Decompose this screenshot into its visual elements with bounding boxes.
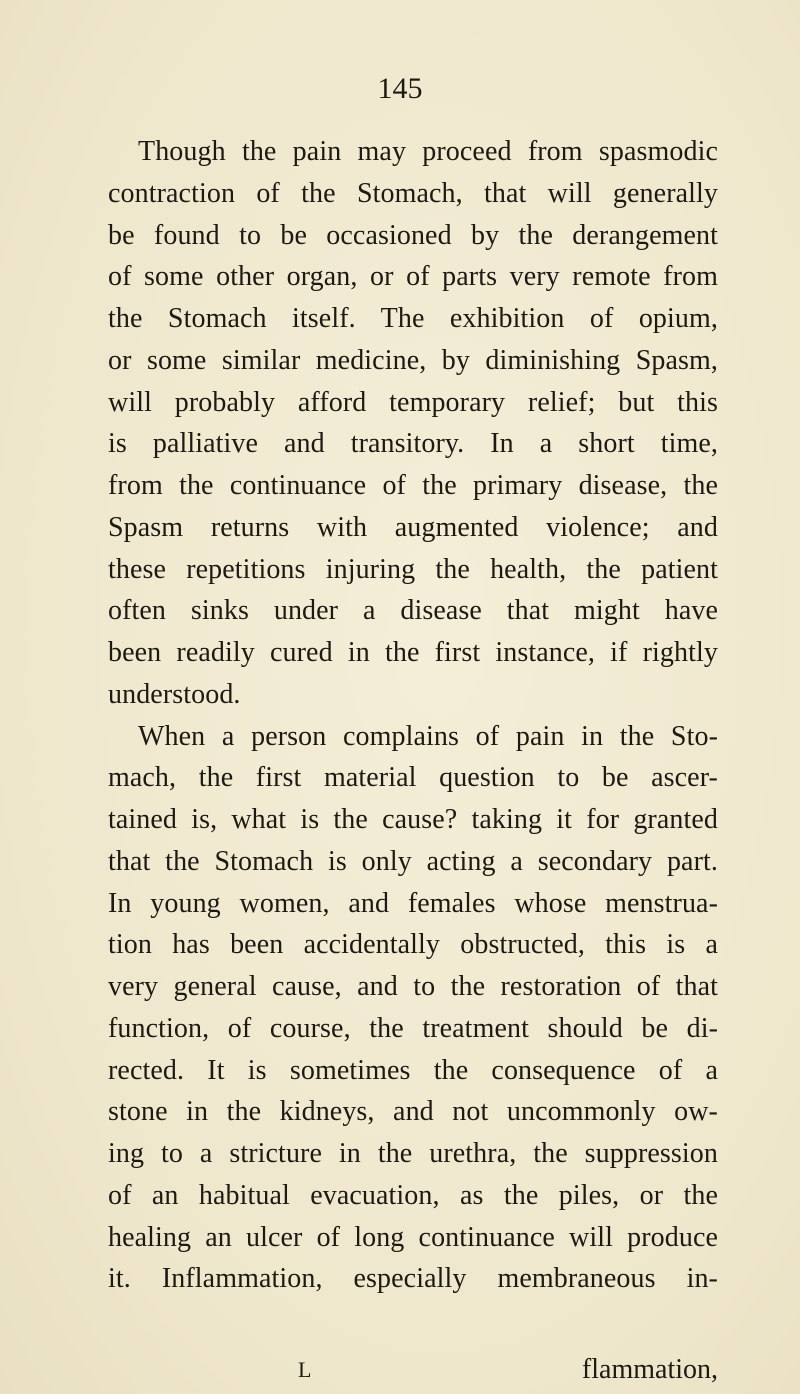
text-line: the Stomach itself. The exhibition of opium,: [108, 303, 718, 334]
text-line: it. Inflammation, especially membraneous in-: [108, 1263, 718, 1295]
text-line: these repetitions injuring the health, the patient: [108, 553, 718, 585]
text-line: When a person complains of pain in the Sto-: [138, 720, 718, 752]
text-line: mach, the first material question to be ascer-: [108, 762, 718, 794]
text-line: contraction of the Stomach, that will generally: [108, 177, 718, 209]
text-line: of some other organ, or of parts very remote from: [108, 261, 718, 293]
text-line: ing to a stricture in the urethra, the suppression: [108, 1138, 718, 1169]
text-line: is palliative and transitory. In a short time,: [108, 428, 718, 460]
catchword: flammation,: [581, 1354, 718, 1385]
text-line: understood.: [108, 678, 241, 710]
text-line: that the Stomach is only acting a secondary part.: [108, 845, 718, 877]
text-line: of an habitual evacuation, as the piles, or the: [108, 1179, 718, 1211]
text-line: been readily cured in the first instance, if rightly: [108, 637, 718, 668]
text-line: or some similar medicine, by diminishing Spasm,: [108, 344, 718, 376]
text-line: function, of course, the treatment should be di-: [108, 1012, 718, 1044]
body-text: [108, 131, 718, 1300]
page-footer: [108, 1350, 718, 1390]
text-line: Though the pain may proceed from spasmodic: [138, 136, 718, 167]
text-line: In young women, and females whose menstrua-: [108, 887, 718, 919]
text-line: tained is, what is the cause? taking it for granted: [108, 804, 718, 835]
text-line: very general cause, and to the restoration of that: [108, 971, 718, 1002]
text-line: be found to be occasioned by the derangement: [108, 219, 718, 251]
text-line: stone in the kidneys, and not uncommonly ow-: [108, 1096, 718, 1128]
text-line: healing an ulcer of long continuance will produce: [108, 1221, 718, 1253]
text-line: from the continuance of the primary disease, the: [108, 470, 718, 501]
signature-mark: L: [298, 1357, 313, 1382]
text-line: will probably afford temporary relief; but this: [108, 386, 718, 418]
text-line: often sinks under a disease that might have: [108, 595, 718, 627]
text-line: Spasm returns with augmented violence; and: [108, 511, 718, 543]
text-line: rected. It is sometimes the consequence of a: [108, 1054, 718, 1086]
text-line: tion has been accidentally obstructed, this is a: [108, 929, 718, 961]
page-number: 145: [377, 72, 423, 105]
